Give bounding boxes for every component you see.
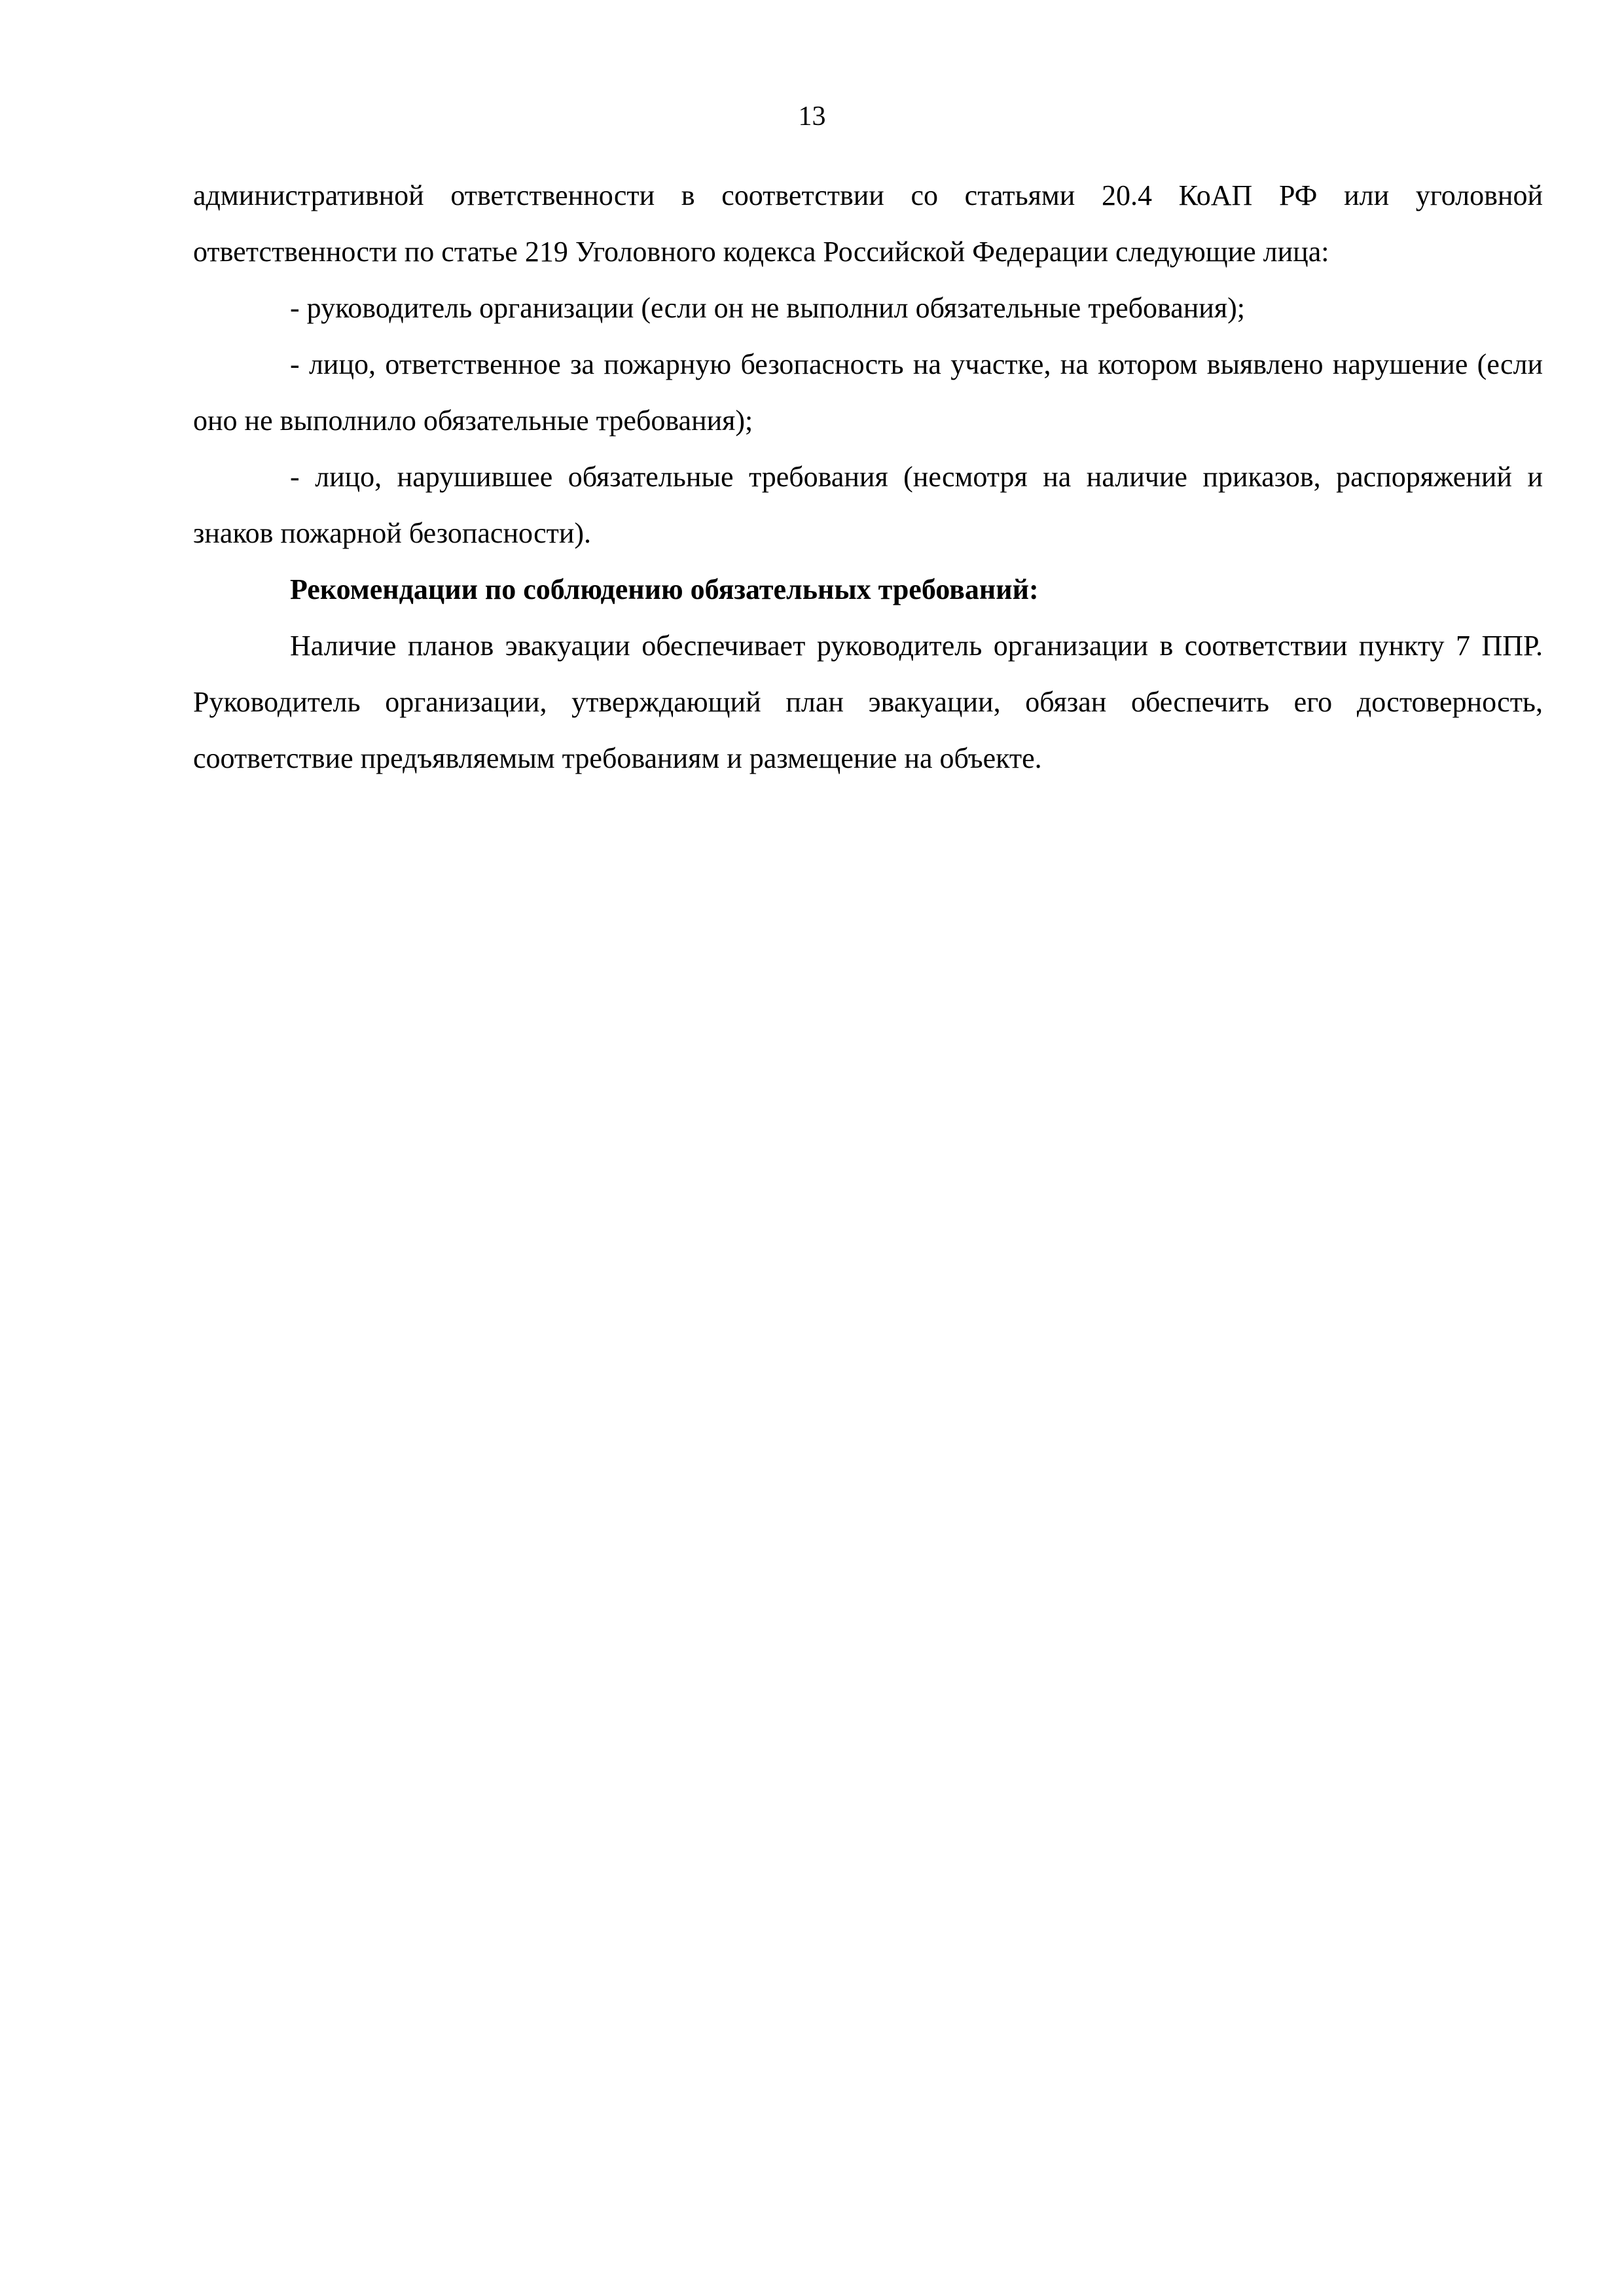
page-number: 13 [798, 101, 826, 132]
list-item-responsible-person: - лицо, ответственное за пожарную безопасность на участке, на котором выявлено нарушение (если оно не выполнило обязательные требования); [193, 348, 1543, 437]
paragraph-evacuation-plans: Наличие планов эвакуации обеспечивает руководитель организации в соответствии пункту 7 ППР. Руководитель организации, утверждающий план эвакуации, обязан обеспечить его достоверность, соответствие предъявляемым требованиям и размещение на объекте. [193, 630, 1543, 774]
section-heading-recommendations: Рекомендации по соблюдению обязательных требований: [290, 573, 1039, 605]
page-body [193, 168, 1543, 787]
list-item-head-of-organization: - руководитель организации (если он не выполнил обязательные требования); [290, 292, 1245, 324]
paragraph-liability-continuation: административной ответственности в соответствии со статьями 20.4 КоАП РФ или уголовной ответственности по статье 219 Уголовного кодекса Российской Федерации следующие лица: [193, 179, 1543, 268]
list-item-violator: - лицо, нарушившее обязательные требования (несмотря на наличие приказов, распоряжений и знаков пожарной безопасности). [193, 461, 1543, 549]
